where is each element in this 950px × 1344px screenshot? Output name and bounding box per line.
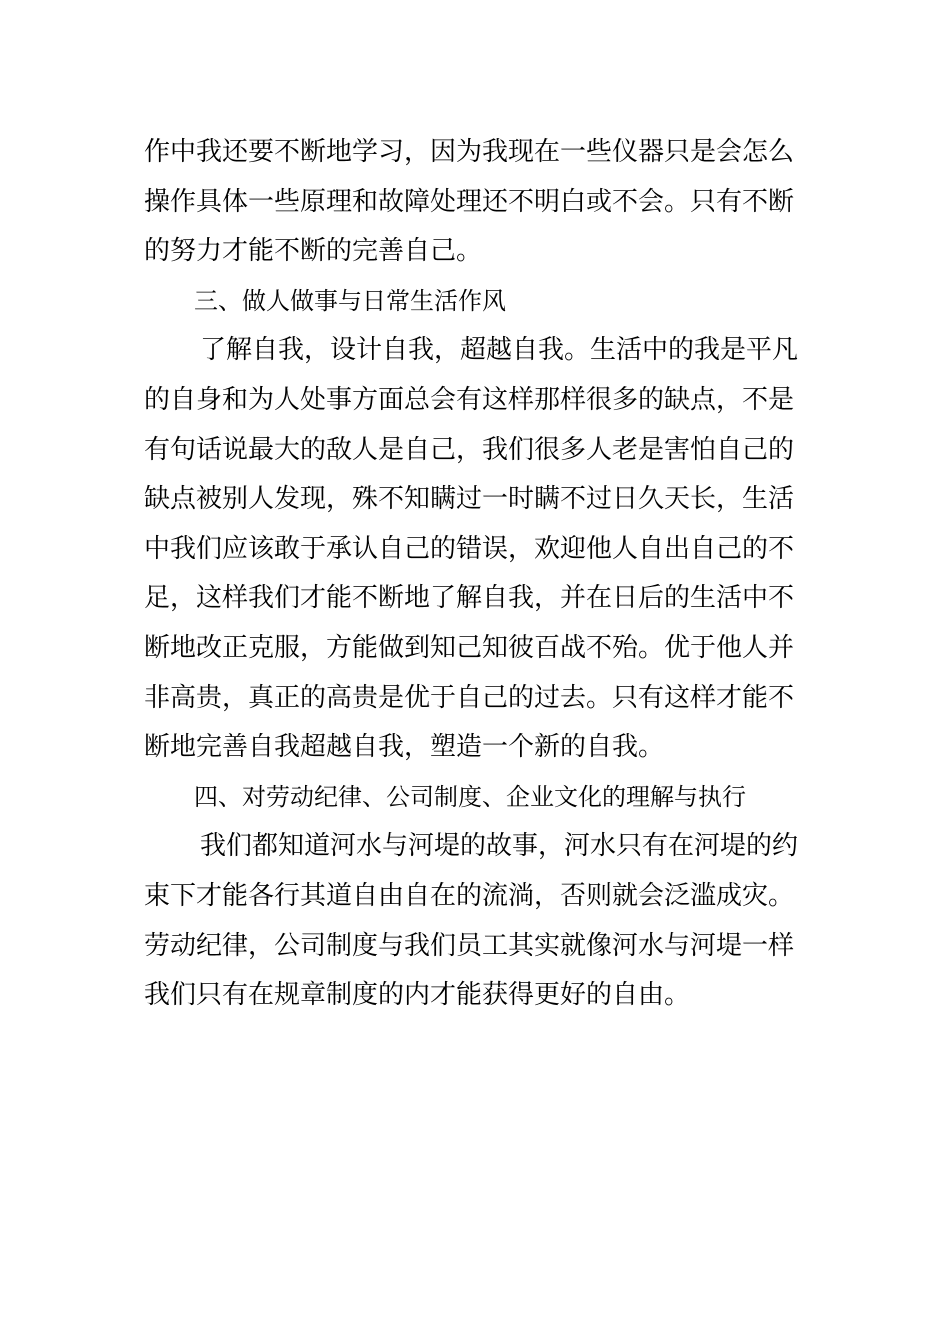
paragraph-line: 的努力才能不断的完善自己。: [144, 236, 483, 267]
section-heading-4: 四、对劳动纪律、公司制度、企业文化的理解与执行: [194, 782, 746, 811]
document-body: [144, 128, 808, 1021]
paragraph-line: 非高贵，真正的高贵是优于自己的过去。只有这样才能不: [144, 682, 795, 713]
paragraph-line: 劳动纪律，公司制度与我们员工其实就像河水与河堤一样: [144, 930, 795, 961]
paragraph-line: 中我们应该敢于承认自己的错误，欢迎他人自出自己的不: [144, 533, 795, 564]
section-heading-3: 三、做人做事与日常生活作风: [194, 286, 506, 315]
paragraph-line: 断地完善自我超越自我，塑造一个新的自我。: [144, 732, 665, 763]
paragraph-line: 束下才能各行其道自由自在的流淌，否则就会泛滥成灾。: [144, 880, 795, 911]
paragraph-line: 了解自我，设计自我，超越自我。生活中的我是平凡: [200, 335, 799, 366]
paragraph-line: 缺点被别人发现，殊不知瞒过一时瞒不过日久天长，生活: [144, 484, 795, 515]
paragraph-line: 我们都知道河水与河堤的故事，河水只有在河堤的约: [200, 831, 799, 862]
paragraph-line: 断地改正克服，方能做到知己知彼百战不殆。优于他人并: [144, 632, 795, 663]
paragraph-line: 操作具体一些原理和故障处理还不明白或不会。只有不断: [144, 186, 795, 217]
paragraph-line: 的自身和为人处事方面总会有这样那样很多的缺点，不是: [144, 384, 795, 415]
paragraph-line: 足，这样我们才能不断地了解自我，并在日后的生活中不: [144, 583, 795, 614]
paragraph-line: 有句话说最大的敌人是自己，我们很多人老是害怕自己的: [144, 434, 795, 465]
paragraph-line: 我们只有在规章制度的内才能获得更好的自由。: [144, 980, 691, 1011]
paragraph-line: 作中我还要不断地学习，因为我现在一些仪器只是会怎么: [144, 137, 795, 167]
